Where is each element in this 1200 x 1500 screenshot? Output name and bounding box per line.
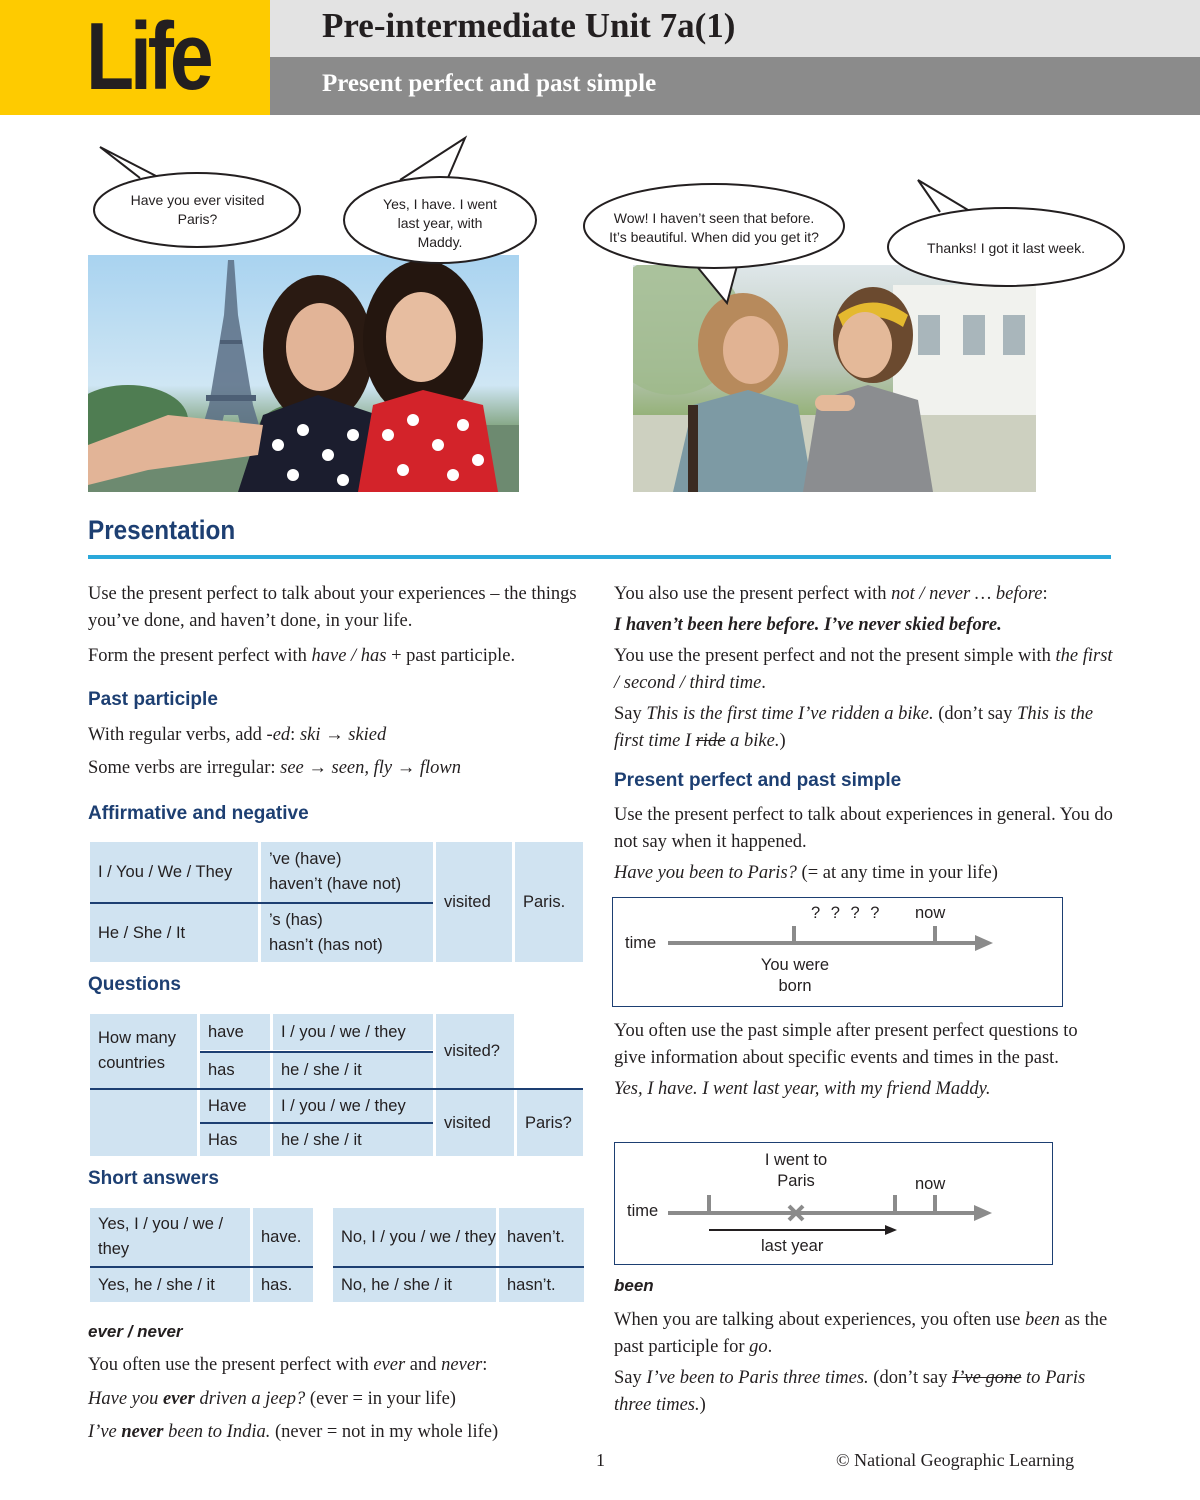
text: not / never … before [891,584,1043,604]
text: visited? [444,1041,500,1060]
text: driven a jeep? [194,1389,306,1409]
heading-pp-and-ps: Present perfect and past simple [614,770,902,791]
text: have. [261,1227,302,1246]
text: Say [614,1368,647,1388]
heading-past-participle: Past participle [88,689,218,710]
text: he / she / it [281,1061,362,1079]
text: has. [261,1275,293,1294]
copyright: © National Geographic Learning [836,1450,1075,1470]
text: I’ve gone [952,1368,1022,1388]
text: and [405,1355,442,1375]
regular-verbs-line [88,722,588,749]
text: With regular verbs, add - [88,725,273,745]
not-never-intro [614,581,1114,608]
text: I / you / we / they [281,1096,406,1115]
intro-paragraph: Use the present perfect to talk about your experiences – the things you’ve done, and haven’t done, in your life. [88,584,577,631]
section-title: Presentation [88,515,236,545]
text: ) [699,1395,706,1415]
text: he / she / it [281,1130,362,1149]
text: Have you [88,1389,163,1409]
text: have / has [311,646,387,666]
pp-paris-example [614,860,1114,887]
text: No, he / she / it [341,1275,452,1294]
text: You often use the present perfect with [88,1355,374,1375]
speech-bubble-shapes [0,0,1200,320]
text: a bike. [725,731,780,751]
ps-example: Yes, I have. I went last year, with my friend Maddy. [614,1079,991,1099]
text: Paris three times. [614,1368,1086,1415]
text: (= at any time in your life) [796,863,998,883]
first-time-rule [614,643,1114,697]
page-number: 1 [596,1450,605,1470]
q-pron4 [273,1124,433,1156]
text: No, I / you / we / they [341,1227,496,1246]
text: ski → skied [299,725,387,745]
q-divider-3 [200,1122,433,1124]
sa-no2 [333,1268,496,1302]
text: (don’t say [933,704,1018,724]
q-pron2 [273,1053,433,1088]
sa-divider-1 [90,1266,313,1268]
text: hasn’t (has not) [269,936,383,954]
sa-have [253,1208,313,1266]
text: (don’t say [868,1368,953,1388]
text: This is the first time I’ve ridden a bike. [646,704,934,724]
sa-no1 [333,1208,496,1266]
text: : [290,725,300,745]
diag1-now: now [915,904,946,922]
text: : [1042,584,1048,604]
ever-never-block [88,1352,588,1446]
heading-ever-never: ever / never [88,1322,183,1341]
speech-bubble-1: Have you ever visited Paris? [130,192,265,227]
been-block [614,1307,1114,1419]
been-example [614,1365,1114,1419]
text: : [482,1355,488,1375]
timeline-diagram-1 [612,897,1063,1007]
text: I / you / we / they [281,1022,406,1041]
text: Have [208,1096,247,1115]
ps-rule: You often use the past simple after present perfect questions to give information about specific events and times in the past. [614,1021,1078,1068]
text: He / She / It [98,923,186,942]
life-logo: Life [86,3,210,110]
q-how-many [90,1014,197,1088]
diag2-now: now [915,1175,946,1193]
sa-divider-2 [333,1266,584,1268]
aff-r1c1 [90,842,258,902]
q-has [200,1053,270,1088]
left-column [88,581,588,670]
speech-bubble-4: Thanks! I got it last week. [927,239,1085,256]
q-have [200,1014,270,1050]
been-rule [614,1307,1114,1361]
text: I’ve [88,1422,122,1442]
text: ever [163,1389,195,1409]
text: have [208,1022,244,1041]
text: as the past participle for [614,1310,1108,1357]
sa-yes2 [90,1268,250,1302]
text: been [1024,1310,1060,1330]
heading-questions: Questions [88,974,181,995]
text: (ever = in your life) [305,1389,456,1409]
text: Yes, he / she / it [98,1275,215,1294]
text: When you are talking about experiences, you often use [614,1310,1025,1330]
diag1-born: You were born [760,956,830,995]
text: Has [208,1130,238,1149]
diag1-question-marks: ? ? ? ? [811,904,880,922]
text: How many countries [98,1029,176,1072]
text: ever [373,1355,406,1375]
section-rule [88,555,1111,559]
heading-affirmative-negative: Affirmative and negative [88,803,309,824]
text: visited [444,892,491,911]
text: see → seen, fly → flown [280,758,461,778]
heading-short-answers: Short answers [88,1168,219,1189]
q-pron1 [273,1014,433,1050]
q-pron3 [273,1090,433,1122]
never-example [88,1419,588,1446]
diag2-went: I went to Paris [764,1151,828,1190]
speech-bubble-3: Wow! I haven’t seen that before. It’s beautiful. When did you get it? [609,210,819,245]
text: to [1021,1368,1046,1388]
text: (never = not in my whole life) [270,1422,499,1442]
page-title: Pre-intermediate Unit 7a(1) [322,6,736,45]
text: been to India. [163,1422,271,1442]
text: never [441,1355,483,1375]
text: I haven’t been here [614,615,767,635]
text: . [767,1337,773,1357]
text: visited [444,1113,491,1132]
irregular-verbs-line [88,755,588,782]
aff-divider [90,902,433,904]
text: I’ve been to Paris three times. [646,1368,869,1388]
aff-paris [515,842,583,962]
text: never [121,1422,164,1442]
text: You also use the present perfect with [614,584,892,604]
aff-r2c1 [90,904,258,962]
pp-general-rule: Use the present perfect to talk about experiences in general. You do not say when it happened. [614,805,1113,852]
text: Form the present perfect with [88,646,312,666]
timeline-diagram-2 [614,1142,1053,1265]
text: This is the first time I [614,704,1094,751]
text: . [761,673,766,693]
text: before. [948,615,1002,635]
text: ed [272,725,291,745]
text: ’s (has) [269,911,323,929]
q-Have [200,1090,270,1122]
text: + past participle. [386,646,516,666]
sa-has [253,1268,313,1302]
text: Some verbs are irregular: [88,758,281,778]
diag2-last-year: last year [761,1237,824,1255]
diag2-time: time [627,1202,659,1220]
q-empty [90,1090,197,1156]
text: haven’t (have not) [269,875,402,893]
ps-block [614,1018,1114,1103]
aff-r1c2 [261,842,433,902]
aff-visited [436,842,512,962]
q-divider-1 [200,1051,433,1053]
page-subtitle: Present perfect and past simple [322,70,657,97]
sa-havent [499,1208,584,1266]
past-participle-block [88,722,588,782]
q-Has [200,1124,270,1156]
text: Say [614,704,647,724]
text: ’ve (have) [269,850,342,868]
text: the first / second / third time [614,646,1113,693]
ever-example [88,1386,588,1413]
q-visited [436,1090,514,1156]
text: Yes, I / you / we / they [98,1215,224,1258]
text: has [208,1061,235,1079]
text: haven’t. [507,1227,565,1246]
before-example [614,612,1114,639]
sa-yes1 [90,1208,250,1266]
speech-bubble-2: Yes, I have. I went last year, with Maddy. [383,195,497,250]
q-paris-q [517,1090,583,1156]
text: Paris? [525,1113,572,1132]
text: ride [695,731,726,751]
ever-never-intro [88,1352,588,1379]
sa-hasnt [499,1268,584,1302]
text: before [766,615,815,635]
text: Paris. [523,892,566,911]
right-column-top [614,581,1114,755]
text: I / You / We / They [98,862,233,881]
text: You use the present perfect and not the present simple with [614,646,1056,666]
diag1-time: time [625,934,657,952]
q-divider-2 [90,1088,583,1090]
form-paragraph [88,643,588,670]
first-time-example [614,701,1114,755]
q-visited-q [436,1014,514,1088]
text: Have you been to Paris? [614,863,797,883]
heading-been: been [614,1276,654,1295]
text: . I’ve never skied [814,615,949,635]
pp-ps-block [614,802,1114,887]
text: hasn’t. [507,1275,556,1294]
text: go [749,1337,768,1357]
aff-r2c2 [261,904,433,962]
text: ) [779,731,786,751]
